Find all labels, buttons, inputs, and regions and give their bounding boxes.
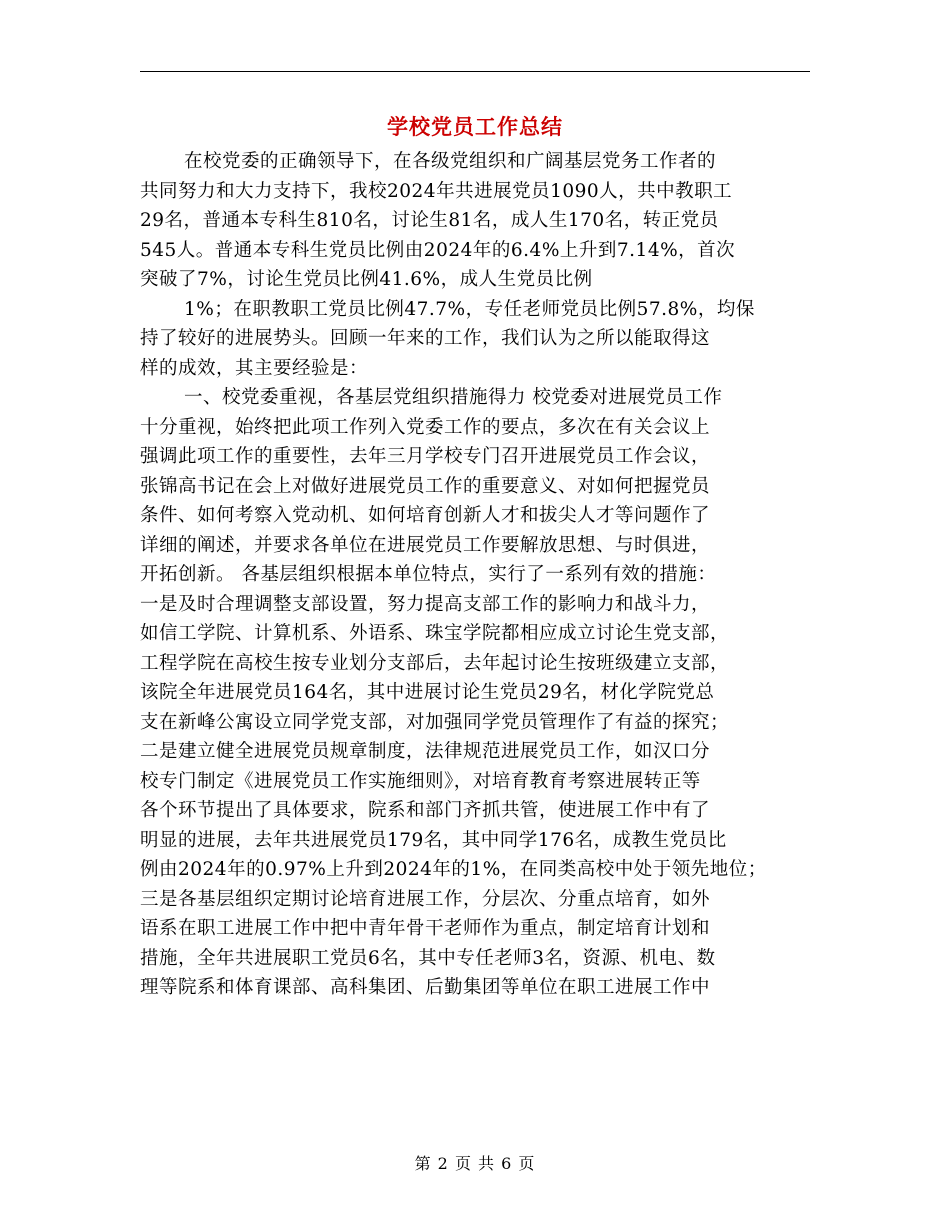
body-line: 张锦高书记在会上对做好进展党员工作的重要意义、对如何把握党员: [140, 475, 711, 497]
body-line: 545人。普通本专科生党员比例由2024年的6.4%上升到7.14%，首次: [140, 239, 736, 261]
body-line: 该院全年进展党员164名，其中进展讨论生党员29名，材化学院党总: [140, 682, 715, 703]
body-line: 突破了7%，讨论生党员比例41.6%，成人生党员比例: [140, 269, 593, 290]
header-rule: [140, 71, 810, 72]
body-line: 详细的阐述，并要求各单位在进展党员工作要解放思想、与时俱进，: [140, 534, 711, 556]
body-line: 各个环节提出了具体要求，院系和部门齐抓共管，使进展工作中有了: [140, 800, 711, 821]
body-line: 样的成效，其主要经验是：: [140, 357, 369, 379]
body-line: 校专门制定《进展党员工作实施细则》，对培育教育考察进展转正等: [140, 770, 701, 792]
body-line: 持了较好的进展势头。回顾一年来的工作，我们认为之所以能取得这: [140, 328, 711, 349]
body-line: 十分重视，始终把此项工作列入党委工作的要点，多次在有关会议上: [140, 416, 711, 438]
body-line: 29名，普通本专科生810名，讨论生81名，成人生170名，转正党员: [140, 210, 719, 231]
body-line: 措施，全年共进展职工党员6名，其中专任老师3名，资源、机电、数: [140, 947, 716, 969]
body-line: 共同努力和大力支持下，我校2024年共进展党员1090人，共中教职工: [140, 180, 733, 202]
body-line: 开拓创新。 各基层组织根据本单位特点，实行了一系列有效的措施：: [140, 564, 717, 585]
body-line: 语系在职工进展工作中把中青年骨干老师作为重点，制定培育计划和: [140, 918, 711, 939]
document-title: 学校党员工作总结: [387, 114, 563, 139]
body-line: 三是各基层组织定期讨论培育进展工作，分层次、分重点培育，如外: [140, 888, 711, 910]
body-line: 一、校党委重视，各基层党组织措施得力 校党委对进展党员工作: [184, 387, 723, 408]
body-line: 在校党委的正确领导下，在各级党组织和广阔基层党务工作者的: [184, 151, 717, 172]
body-line: 支在新峰公寓设立同学党支部，对加强同学党员管理作了有益的探究；: [140, 711, 730, 733]
body-line: 理等院系和体育课部、高科集团、后勤集团等单位在职工进展工作中: [140, 977, 711, 998]
body-line: 一是及时合理调整支部设置，努力提高支部工作的影响力和战斗力，: [140, 593, 711, 615]
body-line: 二是建立健全进展党员规章制度，法律规范进展党员工作，如汉口分: [140, 741, 711, 762]
body-line: 如信工学院、计算机系、外语系、珠宝学院都相应成立讨论生党支部，: [140, 623, 730, 644]
body-line: 工程学院在高校生按专业划分支部后，去年起讨论生按班级建立支部，: [140, 652, 730, 674]
body-line: 明显的进展，去年共进展党员179名，其中同学176名，成教生党员比: [140, 829, 727, 851]
body-line: 条件、如何考察入党动机、如何培育创新人才和拔尖人才等问题作了: [140, 505, 711, 526]
document-body: [140, 147, 820, 1003]
body-line: 例由2024年的0.97%上升到2024年的1%，在同类高校中处于领先地位；: [140, 859, 767, 880]
page-number: 第 2 页 共 6 页: [414, 1154, 536, 1173]
body-line: 1%；在职教职工党员比例47.7%，专任老师党员比例57.8%，均保: [184, 298, 755, 320]
body-line: 强调此项工作的重要性，去年三月学校专门召开进展党员工作会议，: [140, 446, 711, 467]
